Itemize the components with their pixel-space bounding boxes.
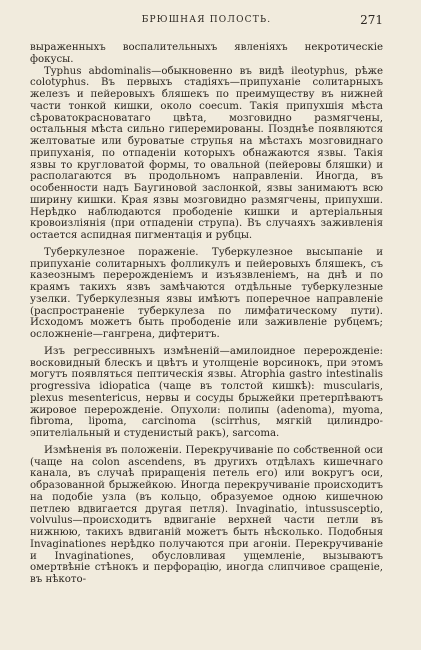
paragraph-regressive-changes: Изъ регрессивныхъ измѣненій—амилоидное перерожденіе: восковидный блескъ и цвѣтъ и утолщеніе ворсинокъ, при этомъ могутъ появляться пептическія язвы. Atrophia gastro intestinalis progressiva idiopatica (чаще въ толстой кишкѣ): muscularis, plexus mesentericus, нервы и сосуды брыжейки претерпѣваютъ жировое перерожденіе. Опухоли: полипы (adenoma), myoma, fibroma, lipoma, carcinoma (scirrhus, мягкій цилиндро-эпителіальный и студенистый ракъ), sarcoma. <box>30 345 383 439</box>
paragraph-typhus: Typhus abdominalis—обыкновенно въ видѣ ileotyphus, рѣже colotyphus. Въ первыхъ стадіяхъ—припуханіе солитарныхъ железъ и пейеровыхъ бляшекъ по преимуществу въ нижней части тонкой кишки, около coecum. Такія припухшія мѣста сѣроватокрасноватаго цвѣта, мозговидно размягчены, остальныя мѣста сильно гиперемированы. Позднѣе появляются желтоватые или буроватые струпья на мѣстахъ мозговиднаго припуханія, по отпаденіи которыхъ обнажаются язвы. Такія язвы то кругловатой формы, то овальной (пейеровы бляшки) и располагаются въ продольномъ направленіи. Иногда, въ особенности надъ Баугиновой заслонкой, язвы занимаютъ всю ширину кишки. Края язвы мозговидно размягчены, припухши. Нерѣдко наблюдаются прободеніе кишки и артеріальныя кровоизліянія (при отпаденіи струпа). Въ случаяхъ заживленія остается аспидная пигментація и рубцы. <box>30 65 383 241</box>
paragraph-continuation: выраженныхъ воспалительныхъ явленіяхъ некротическіе фокусы. <box>30 42 383 65</box>
running-head: БРЮШНАЯ ПОЛОСТЬ. <box>141 15 272 25</box>
paragraph-position-changes: Измѣненія въ положеніи. Перекручиваніе по собственной оси (чаще на colon ascendens, въ другихъ отдѣлахъ кишечнаго канала, въ случаѣ приращенія петель его) или вокругъ оси, образованной брыжейкою. Иногда перекручиваніе происходитъ на подобіе узла (въ кольцо, образуемое одною кишечною петлею вдвигается другая петля). Invaginatio, intussusceptio, volvulus—происходитъ вдвиганіе верхней части петли въ нижнюю, такихъ вдвиганій можетъ быть нѣсколько. Подобныя Invaginationes нерѣдко получаются при агоніи. Перекручиваніе и Invaginationes, обусловливая ущемленіе, вызываютъ омертвѣніе стѣнокъ и перфорацію, иногда слипчивое сращеніе, въ нѣкото- <box>30 444 383 585</box>
page-number: 271 <box>360 13 383 27</box>
page-header <box>30 14 383 30</box>
body-text <box>30 42 383 586</box>
paragraph-tuberculosis: Туберкулезное пораженіе. Туберкулезное высыпаніе и припуханіе солитарныхъ фолликулъ и пейеровыхъ бляшекъ, съ казеознымъ перерожденіемъ и изъязвленіемъ, на днѣ и по краямъ такихъ язвъ замѣчаются отдѣльные туберкулезные узелки. Туберкулезныя язвы имѣютъ поперечное направленіе (распространеніе туберкулеза по лимфатическому пути). Исходомъ можетъ быть прободеніе или заживленіе рубцемъ; осложненіе—гангрена, дифтеритъ. <box>30 246 383 340</box>
